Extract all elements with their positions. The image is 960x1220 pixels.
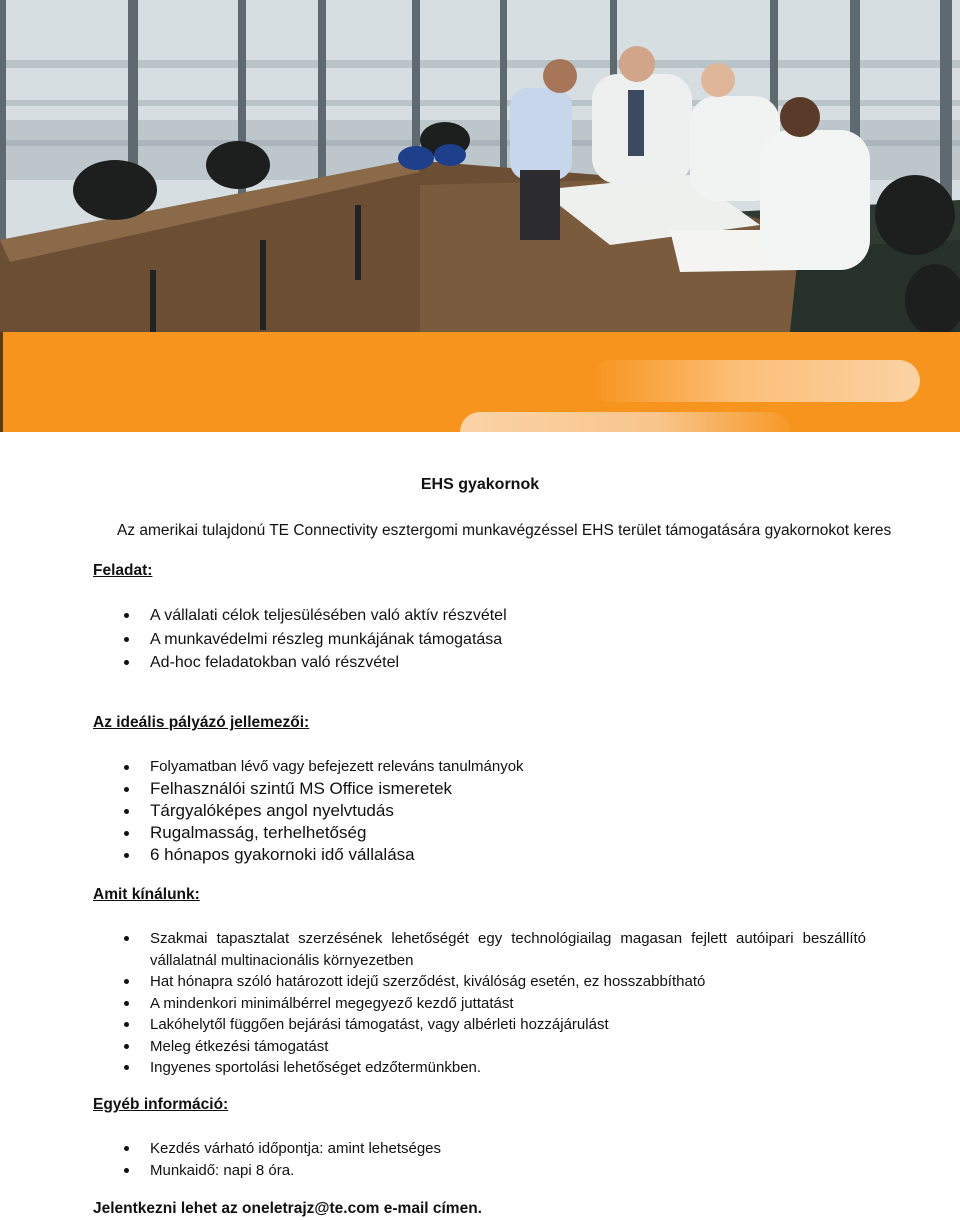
list-item: Rugalmasság, terhelhetőség — [150, 822, 524, 844]
banner-highlight-top — [590, 360, 920, 402]
apply-instructions: Jelentkezni lehet az oneletrajz@te.com e-mail címen. — [93, 1200, 482, 1217]
list-item: Szakmai tapasztalat szerzésének lehetőségét egy technológiailag magasan fejlett autóipari beszállító vállalatnál multinacionális környezetben — [150, 928, 866, 971]
other-info-heading: Egyéb információ: — [93, 1096, 229, 1113]
meeting-room-illustration — [0, 0, 960, 332]
tasks-heading: Feladat: — [93, 562, 153, 579]
intro-text: Az amerikai tulajdonú TE Connectivity esztergomi munkavégzéssel EHS terület támogatására gyakornokot keres — [117, 522, 892, 539]
other-info-list — [150, 1138, 441, 1181]
list-item: 6 hónapos gyakornoki idő vállalása — [150, 844, 524, 866]
list-item: Ingyenes sportolási lehetőséget edzőtermünkben. — [150, 1057, 866, 1079]
header-photo — [0, 0, 960, 332]
offer-list — [150, 928, 866, 1079]
list-item: Ad-hoc feladatokban való részvétel — [150, 651, 507, 675]
list-item: Tárgyalóképes angol nyelvtudás — [150, 800, 524, 822]
list-item: Folyamatban lévő vagy befejezett releváns tanulmányok — [150, 756, 524, 778]
list-item: Hat hónapra szóló határozott idejű szerződést, kiválóság esetén, ez hosszabbítható — [150, 971, 866, 993]
orange-banner — [0, 332, 960, 432]
list-item: A vállalati célok teljesülésében való aktív részvétel — [150, 604, 507, 628]
list-item: A mindenkori minimálbérrel megegyező kezdő juttatást — [150, 993, 866, 1015]
list-item: A munkavédelmi részleg munkájának támogatása — [150, 628, 507, 652]
requirements-list — [150, 756, 524, 866]
list-item: Felhasználói szintű MS Office ismeretek — [150, 778, 524, 800]
list-item: Kezdés várható időpontja: amint lehetséges — [150, 1138, 441, 1160]
job-title: EHS gyakornok — [420, 476, 540, 493]
banner-highlight-bottom — [460, 412, 790, 432]
offer-heading: Amit kínálunk: — [93, 886, 200, 903]
tasks-list — [150, 604, 507, 675]
list-item: Lakóhelytől függően bejárási támogatást, vagy albérleti hozzájárulást — [150, 1014, 866, 1036]
list-item: Munkaidő: napi 8 óra. — [150, 1160, 441, 1182]
list-item: Meleg étkezési támogatást — [150, 1036, 866, 1058]
requirements-heading: Az ideális pályázó jellemezői: — [93, 714, 310, 731]
banner-edge — [0, 332, 3, 432]
